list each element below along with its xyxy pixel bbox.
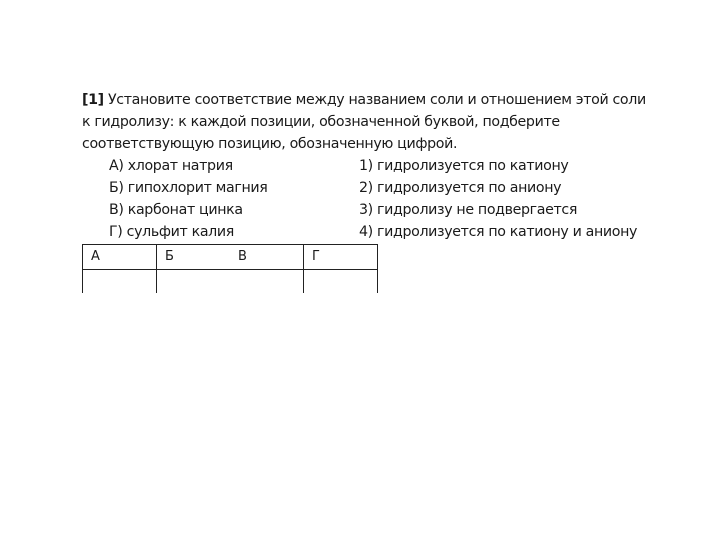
header-label-v: В (238, 249, 247, 264)
matching-row (82, 155, 642, 177)
task-text-line-3: соответствующую позицию, обозначенную цифрой. (82, 136, 458, 152)
header-cell-b-v (156, 245, 303, 269)
answer-cell-a[interactable] (82, 270, 156, 293)
header-cell-g (303, 245, 378, 269)
header-cell-a (82, 245, 156, 269)
salt-item-v: В) карбонат цинка (109, 202, 243, 218)
answer-table-answer-row (82, 270, 378, 293)
matching-rows (82, 155, 642, 243)
matching-row (82, 177, 642, 199)
header-label-a: А (91, 249, 100, 264)
header-label-g: Г (312, 249, 320, 264)
task-text-line-2: к гидролизу: к каждой позиции, обозначенной буквой, подберите (82, 114, 560, 130)
task-line-1 (82, 89, 646, 111)
answer-cell-g[interactable] (303, 270, 378, 293)
task-block (82, 89, 646, 243)
answer-table (82, 244, 378, 293)
salt-item-b: Б) гипохлорит магния (109, 180, 268, 196)
answer-table-header-row (82, 245, 378, 270)
task-number: [1] (82, 92, 104, 108)
salt-item-g: Г) сульфит калия (109, 224, 234, 240)
hydrolysis-option-2: 2) гидролизуется по аниону (359, 180, 562, 196)
hydrolysis-option-3: 3) гидролизу не подвергается (359, 202, 578, 218)
hydrolysis-option-4: 4) гидролизуется по катиону и аниону (359, 224, 638, 240)
header-label-b: Б (165, 249, 174, 264)
task-text-line-1: Установите соответствие между названием соли и отношением этой соли (107, 92, 646, 108)
matching-row (82, 199, 642, 221)
salt-item-a: А) хлорат натрия (109, 158, 233, 174)
hydrolysis-option-1: 1) гидролизуется по катиону (359, 158, 569, 174)
answer-cell-b-v[interactable] (156, 270, 303, 293)
matching-row (82, 221, 642, 243)
